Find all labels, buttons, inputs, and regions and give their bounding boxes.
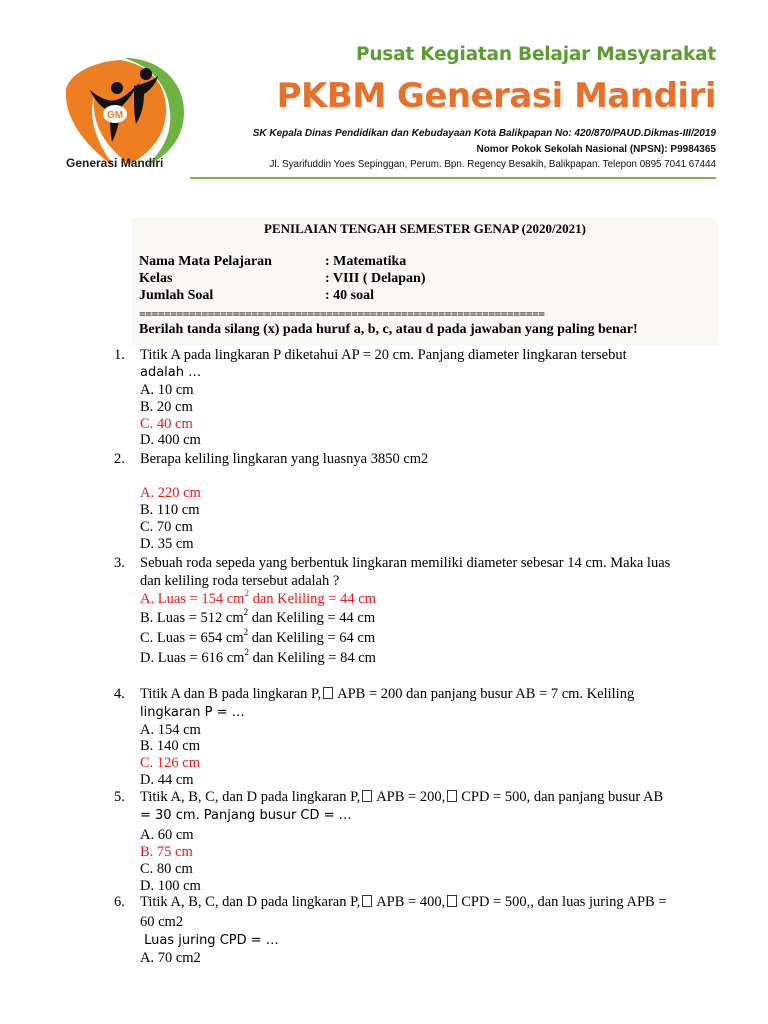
meta-subject-label: Nama Mata Pelajaran [139,254,272,269]
org-npsn: Nomor Pokok Sekolah Nasional (NPSN): P9984365 [476,144,716,155]
logo-text: GM [106,110,124,121]
answer-option-correct: B. 75 cm [140,844,193,860]
answer-option: B. 20 cm [140,399,193,415]
question-text-part: Titik A, B, C, dan D pada lingkaran P, [140,789,361,805]
question-text: adalah … [140,365,202,380]
meta-class [139,271,425,287]
option-text: A. Luas = 154 cm [140,591,245,607]
question-text-part: Titik A, B, C, dan D pada lingkaran P, [140,894,361,910]
angle-symbol-icon [362,895,372,907]
question-number: 1. [114,347,125,363]
angle-symbol-icon [447,790,457,802]
meta-count-label: Jumlah Soal [139,288,214,303]
question-number: 6. [114,894,125,910]
question-text: Luas juring CPD = … [140,933,279,948]
option-text: dan Keliling = 84 cm [248,650,376,666]
separator-line: ================================================================= [139,307,545,321]
answer-option-correct: C. 40 cm [140,416,193,432]
question-text-part: APB = 200 dan panjang busur AB = 7 cm. Keliling [337,686,635,702]
logo-name: Generasi Mandiri [66,156,164,170]
angle-symbol-icon [323,687,333,699]
exam-title: PENILAIAN TENGAH SEMESTER GENAP (2020/2021) [264,221,586,236]
answer-option: B. 140 cm [140,738,201,754]
meta-class-label: Kelas [139,271,173,286]
question-text: Berapa keliling lingkaran yang luasnya 3850 cm2 [140,451,429,467]
answer-option-correct: C. 126 cm [140,755,201,771]
superscript: 2 [243,607,249,618]
instruction: Berilah tanda silang (x) pada huruf a, b, c, atau d pada jawaban yang paling benar! [139,322,638,337]
answer-option: A. 60 cm [140,827,194,843]
question-text-part: APB = 400, [376,894,446,910]
answer-option: D. 400 cm [140,432,201,448]
answer-option: A. 70 cm2 [140,950,201,966]
option-text: D. Luas = 616 cm [140,650,245,666]
meta-count [139,288,374,304]
answer-option-correct [140,588,376,608]
org-address: Jl. Syarifuddin Yoes Sepinggan, Perum. Bpn. Regency Besakih, Balikpapan. Telepon 0895 7041 67444 [269,159,716,170]
answer-option: B. 110 cm [140,502,200,518]
question-number: 3. [114,555,125,571]
question-text [140,894,667,911]
question-text: Sebuah roda sepeda yang berbentuk lingkaran memiliki diameter sebesar 14 cm. Maka luas [140,555,671,571]
answer-option: C. 80 cm [140,861,193,877]
meta-subject [139,254,406,270]
superscript: 2 [244,588,249,599]
superscript: 2 [243,627,249,638]
org-sk: SK Kepala Dinas Pendidikan dan Kebudayaan Kota Balikpapan No: 420/870/PAUD.Dikmas-III/2019 [252,128,716,139]
question-text: Titik A pada lingkaran P diketahui AP = 20 cm. Panjang diameter lingkaran tersebut [140,347,627,363]
meta-count-value: : 40 soal [325,288,374,303]
question-text: dan keliling roda tersebut adalah ? [140,573,340,589]
org-title: PKBM Generasi Mandiri [276,76,716,116]
question-text: 60 cm2 [140,914,184,930]
exam-header [132,218,718,345]
answer-option [140,607,376,627]
question-number: 2. [114,451,125,467]
angle-symbol-icon [362,790,372,802]
question-text-part: Titik A dan B pada lingkaran P, [140,686,322,702]
option-text: dan Keliling = 44 cm [248,610,376,626]
answer-option [140,627,376,647]
question-text: lingkaran P = … [140,705,245,720]
meta-class-value: : VIII ( Delapan) [325,271,426,286]
option-text: dan Keliling = 64 cm [248,630,376,646]
answer-option: D. 44 cm [140,772,194,788]
answer-option: C. 70 cm [140,519,193,535]
question-text-part: CPD = 500, dan panjang busur AB [461,789,664,805]
answer-option: A. 10 cm [140,382,194,398]
answer-option-correct: A. 220 cm [140,485,201,501]
option-text: C. Luas = 654 cm [140,630,244,646]
answer-option: D. 100 cm [140,878,201,894]
org-subtitle: Pusat Kegiatan Belajar Masyarakat [355,44,716,65]
question-number: 5. [114,789,125,805]
meta-subject-value: : Matematika [325,254,407,269]
option-text: dan Keliling = 44 cm [248,591,376,607]
answer-option: A. 154 cm [140,722,201,738]
question-number: 4. [114,686,125,702]
question-text [140,789,663,806]
answer-option: D. 35 cm [140,536,194,552]
superscript: 2 [244,647,249,658]
question-text: = 30 cm. Panjang busur CD = … [140,808,352,823]
question-text [140,686,634,703]
angle-symbol-icon [447,895,457,907]
question-text-part: APB = 200, [376,789,446,805]
question-text-part: CPD = 500,, dan luas juring APB = [461,894,667,910]
option-text: B. Luas = 512 cm [140,610,244,626]
letterhead-divider [190,177,716,179]
answer-option [140,647,376,667]
